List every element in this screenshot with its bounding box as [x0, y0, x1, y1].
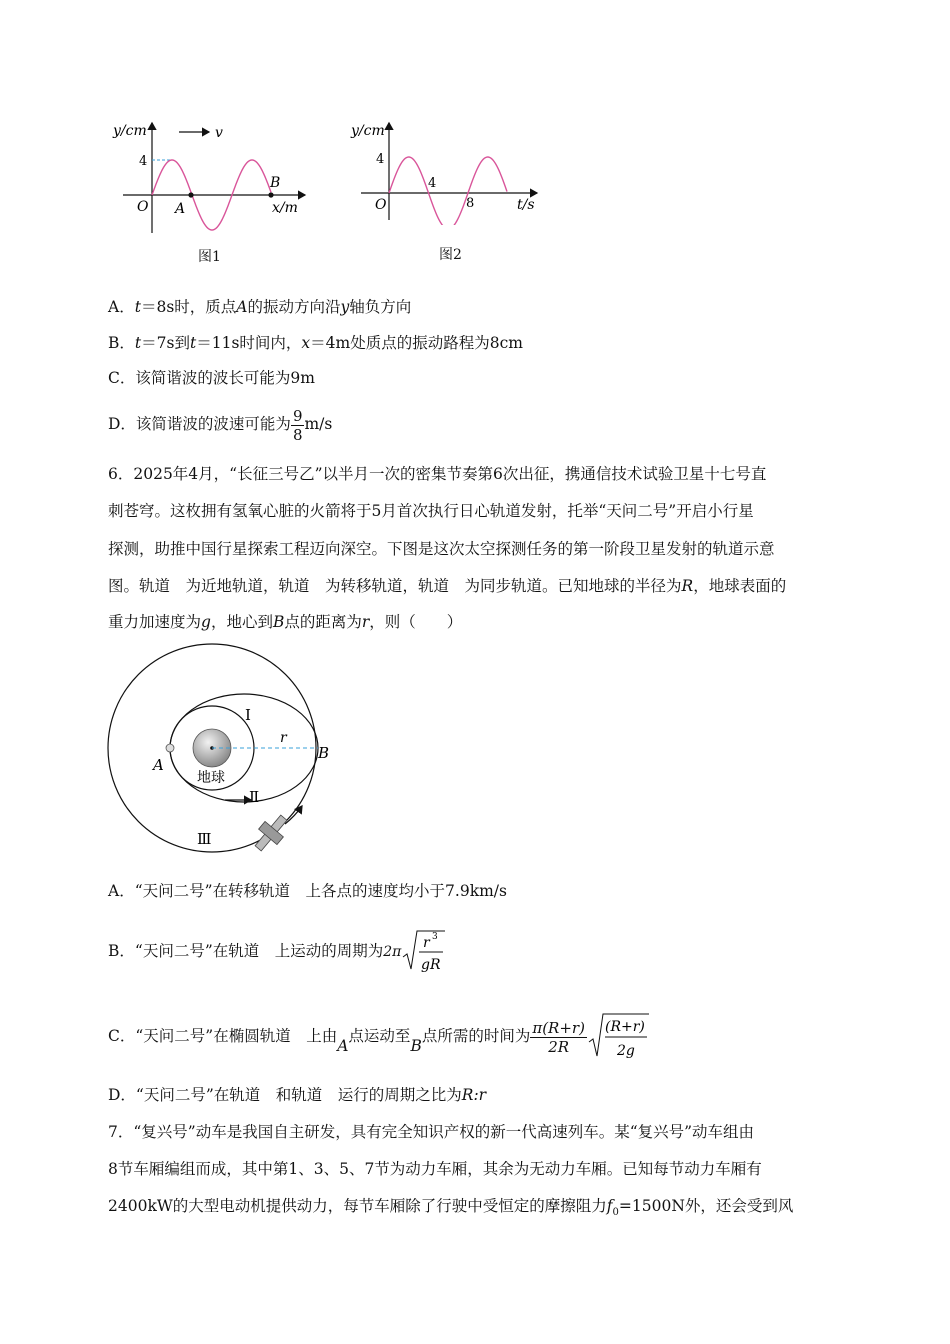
y-axis-label: y/cm: [113, 123, 147, 139]
tick-4: 4: [139, 154, 148, 169]
figure-2-vibration-graph: [345, 115, 550, 225]
q6-line-5: 重力加速度为g，地心到B点的距离为r，则（ ）: [108, 613, 463, 631]
svg-text:2g: 2g: [616, 1043, 635, 1059]
earth-label: 地球: [197, 770, 225, 786]
q5-option-a: A．t＝8s时，质点A的振动方向沿y轴负方向: [108, 298, 412, 316]
orbit-ii-label: Ⅱ: [249, 788, 260, 806]
q7-line-1: 7．“复兴号”动车是我国自主研发，具有完全知识产权的新一代高速列车。某“复兴号”动车组由: [108, 1123, 755, 1141]
vibration-curve: [389, 157, 507, 225]
q6-option-a: A．“天问二号”在转移轨道 上各点的速度均小于7.9km/s: [108, 882, 507, 900]
orbit-diagram: [105, 640, 335, 860]
point-a-label: A: [153, 756, 164, 774]
origin-label: O: [137, 199, 149, 215]
origin-label: O: [375, 197, 387, 213]
figure-1-wave-graph: [105, 115, 315, 240]
velocity-label: v: [215, 125, 223, 141]
fraction-pi-r-over-2r: $\frac{\pi(R+r)}{2R}$: [532, 1018, 585, 1056]
point-a-marker: [166, 744, 174, 752]
svg-text:gR: gR: [421, 957, 441, 973]
svg-text:r: r: [423, 935, 431, 951]
orbit-i-label: Ⅰ: [245, 706, 251, 724]
point-b-label: B: [270, 175, 281, 191]
satellite-icon: [249, 810, 293, 856]
point-a-dot: [188, 192, 193, 197]
radius-r-label: r: [280, 730, 287, 746]
figure-2-caption: 图2: [439, 247, 462, 263]
q6-option-b: B．“天问二号”在轨道 上运动的周期为2π r 3 gR: [108, 926, 445, 977]
q7-line-3: 2400kW的大型电动机提供动力，每节车厢除了行驶中受恒定的摩擦阻力$f_0=1500N$外，还会受到风: [108, 1197, 794, 1219]
sqrt-r3-over-gr: [401, 927, 445, 977]
figure-1-caption: 图1: [198, 249, 221, 265]
q6-line-4: 图。轨道 为近地轨道，轨道 为转移轨道，轨道 为同步轨道。已知地球的半径为R，地球表面的: [108, 577, 787, 595]
svg-text:3: 3: [432, 932, 439, 942]
orbit-iii-label: Ⅲ: [197, 830, 212, 848]
q6-line-3: 探测，助推中国行星探索工程迈向深空。下图是这次太空探测任务的第一阶段卫星发射的轨道示意: [108, 540, 775, 558]
fraction-9-8: $\frac{9}{8}$: [292, 406, 303, 444]
x-axis-label: x/m: [272, 200, 298, 216]
q6-line-2: 刺苍穹。这枚拥有氢氧心脏的火箭将于5月首次执行日心轨道发射，托举“天问二号”开启小行星: [108, 502, 754, 520]
tick-4-t: 4: [428, 176, 437, 191]
q7-line-2: 8节车厢编组而成，其中第1、3、5、7节为动力车厢，其余为无动力车厢。已知每节动力车厢有: [108, 1160, 762, 1178]
q6-line-1: 6．2025年4月，“长征三号乙”以半月一次的密集节奏第6次出征，携通信技术试验卫星十七号直: [108, 465, 767, 483]
point-a-label: A: [175, 201, 186, 217]
tick-8-t: 8: [466, 196, 475, 211]
q5-option-b: B．t＝7s到t＝11s时间内，x＝4m处质点的振动路程为8cm: [108, 334, 523, 352]
q5-option-d: D．该简谐波的波速可能为 $\frac{9}{8}$ m/s: [108, 406, 333, 444]
sqrt-rr-over-2g: [587, 1010, 649, 1064]
point-b-label: B: [318, 744, 330, 762]
orbit-iii-direction-arrow: [285, 806, 302, 824]
tick-4-y: 4: [376, 152, 385, 167]
point-b-dot: [268, 192, 273, 197]
t-axis-label: t/s: [517, 197, 535, 213]
y-axis-label: y/cm: [351, 123, 385, 139]
q5-option-c: C．该简谐波的波长可能为9m: [108, 369, 315, 387]
svg-text:(R+r): (R+r): [604, 1019, 645, 1035]
q6-option-c: C．“天问二号”在椭圆轨道 上由A点运动至B点所需的时间为 $\frac{\pi(R+r)}{2R}$ (R+r) 2g: [108, 1008, 649, 1064]
q6-option-d: D．“天问二号”在轨道 和轨道 运行的周期之比为R:r: [108, 1086, 487, 1104]
